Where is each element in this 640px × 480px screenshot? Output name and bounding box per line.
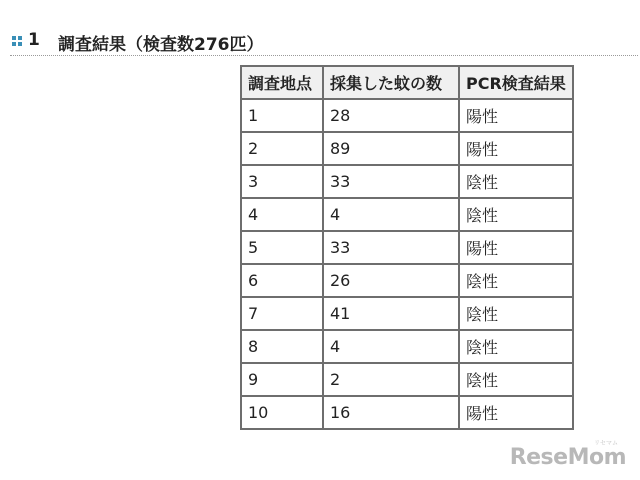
site-cell: 1 — [241, 99, 323, 132]
result-cell: 陽性 — [459, 99, 573, 132]
site-cell: 3 — [241, 165, 323, 198]
square-bullet-icon — [12, 36, 22, 46]
count-cell: 33 — [323, 231, 459, 264]
site-cell: 2 — [241, 132, 323, 165]
table-row — [241, 165, 573, 198]
header-site: 調査地点 — [241, 66, 323, 99]
table-row — [241, 396, 573, 429]
count-cell: 41 — [323, 297, 459, 330]
table-row — [241, 264, 573, 297]
result-cell: 陰性 — [459, 330, 573, 363]
count-cell: 16 — [323, 396, 459, 429]
count-cell: 26 — [323, 264, 459, 297]
site-cell: 7 — [241, 297, 323, 330]
count-cell: 4 — [323, 198, 459, 231]
resemom-watermark-logo: ReseMom — [509, 445, 626, 470]
count-cell: 89 — [323, 132, 459, 165]
table-row — [241, 231, 573, 264]
result-cell: 陰性 — [459, 264, 573, 297]
result-cell: 陰性 — [459, 363, 573, 396]
table-row — [241, 330, 573, 363]
table-header-row — [241, 66, 573, 99]
section-heading — [10, 28, 638, 56]
count-cell: 33 — [323, 165, 459, 198]
site-cell: 10 — [241, 396, 323, 429]
count-cell: 4 — [323, 330, 459, 363]
table-row — [241, 198, 573, 231]
site-cell: 9 — [241, 363, 323, 396]
table-row — [241, 297, 573, 330]
header-mosquito-count: 採集した蚊の数 — [323, 66, 459, 99]
site-cell: 5 — [241, 231, 323, 264]
header-pcr-result: PCR検査結果 — [459, 66, 573, 99]
result-cell: 陰性 — [459, 198, 573, 231]
site-cell: 8 — [241, 330, 323, 363]
results-table — [240, 65, 574, 430]
table-row — [241, 132, 573, 165]
result-cell: 陰性 — [459, 165, 573, 198]
site-cell: 4 — [241, 198, 323, 231]
site-cell: 6 — [241, 264, 323, 297]
result-cell: 陰性 — [459, 297, 573, 330]
result-cell: 陽性 — [459, 396, 573, 429]
table-row — [241, 363, 573, 396]
watermark-kana: リセマム — [594, 440, 618, 447]
section-title: 調査結果（検査数276匹） — [58, 35, 264, 55]
count-cell: 2 — [323, 363, 459, 396]
result-cell: 陽性 — [459, 231, 573, 264]
section-number: 1 — [28, 30, 40, 50]
table-row — [241, 99, 573, 132]
result-cell: 陽性 — [459, 132, 573, 165]
count-cell: 28 — [323, 99, 459, 132]
